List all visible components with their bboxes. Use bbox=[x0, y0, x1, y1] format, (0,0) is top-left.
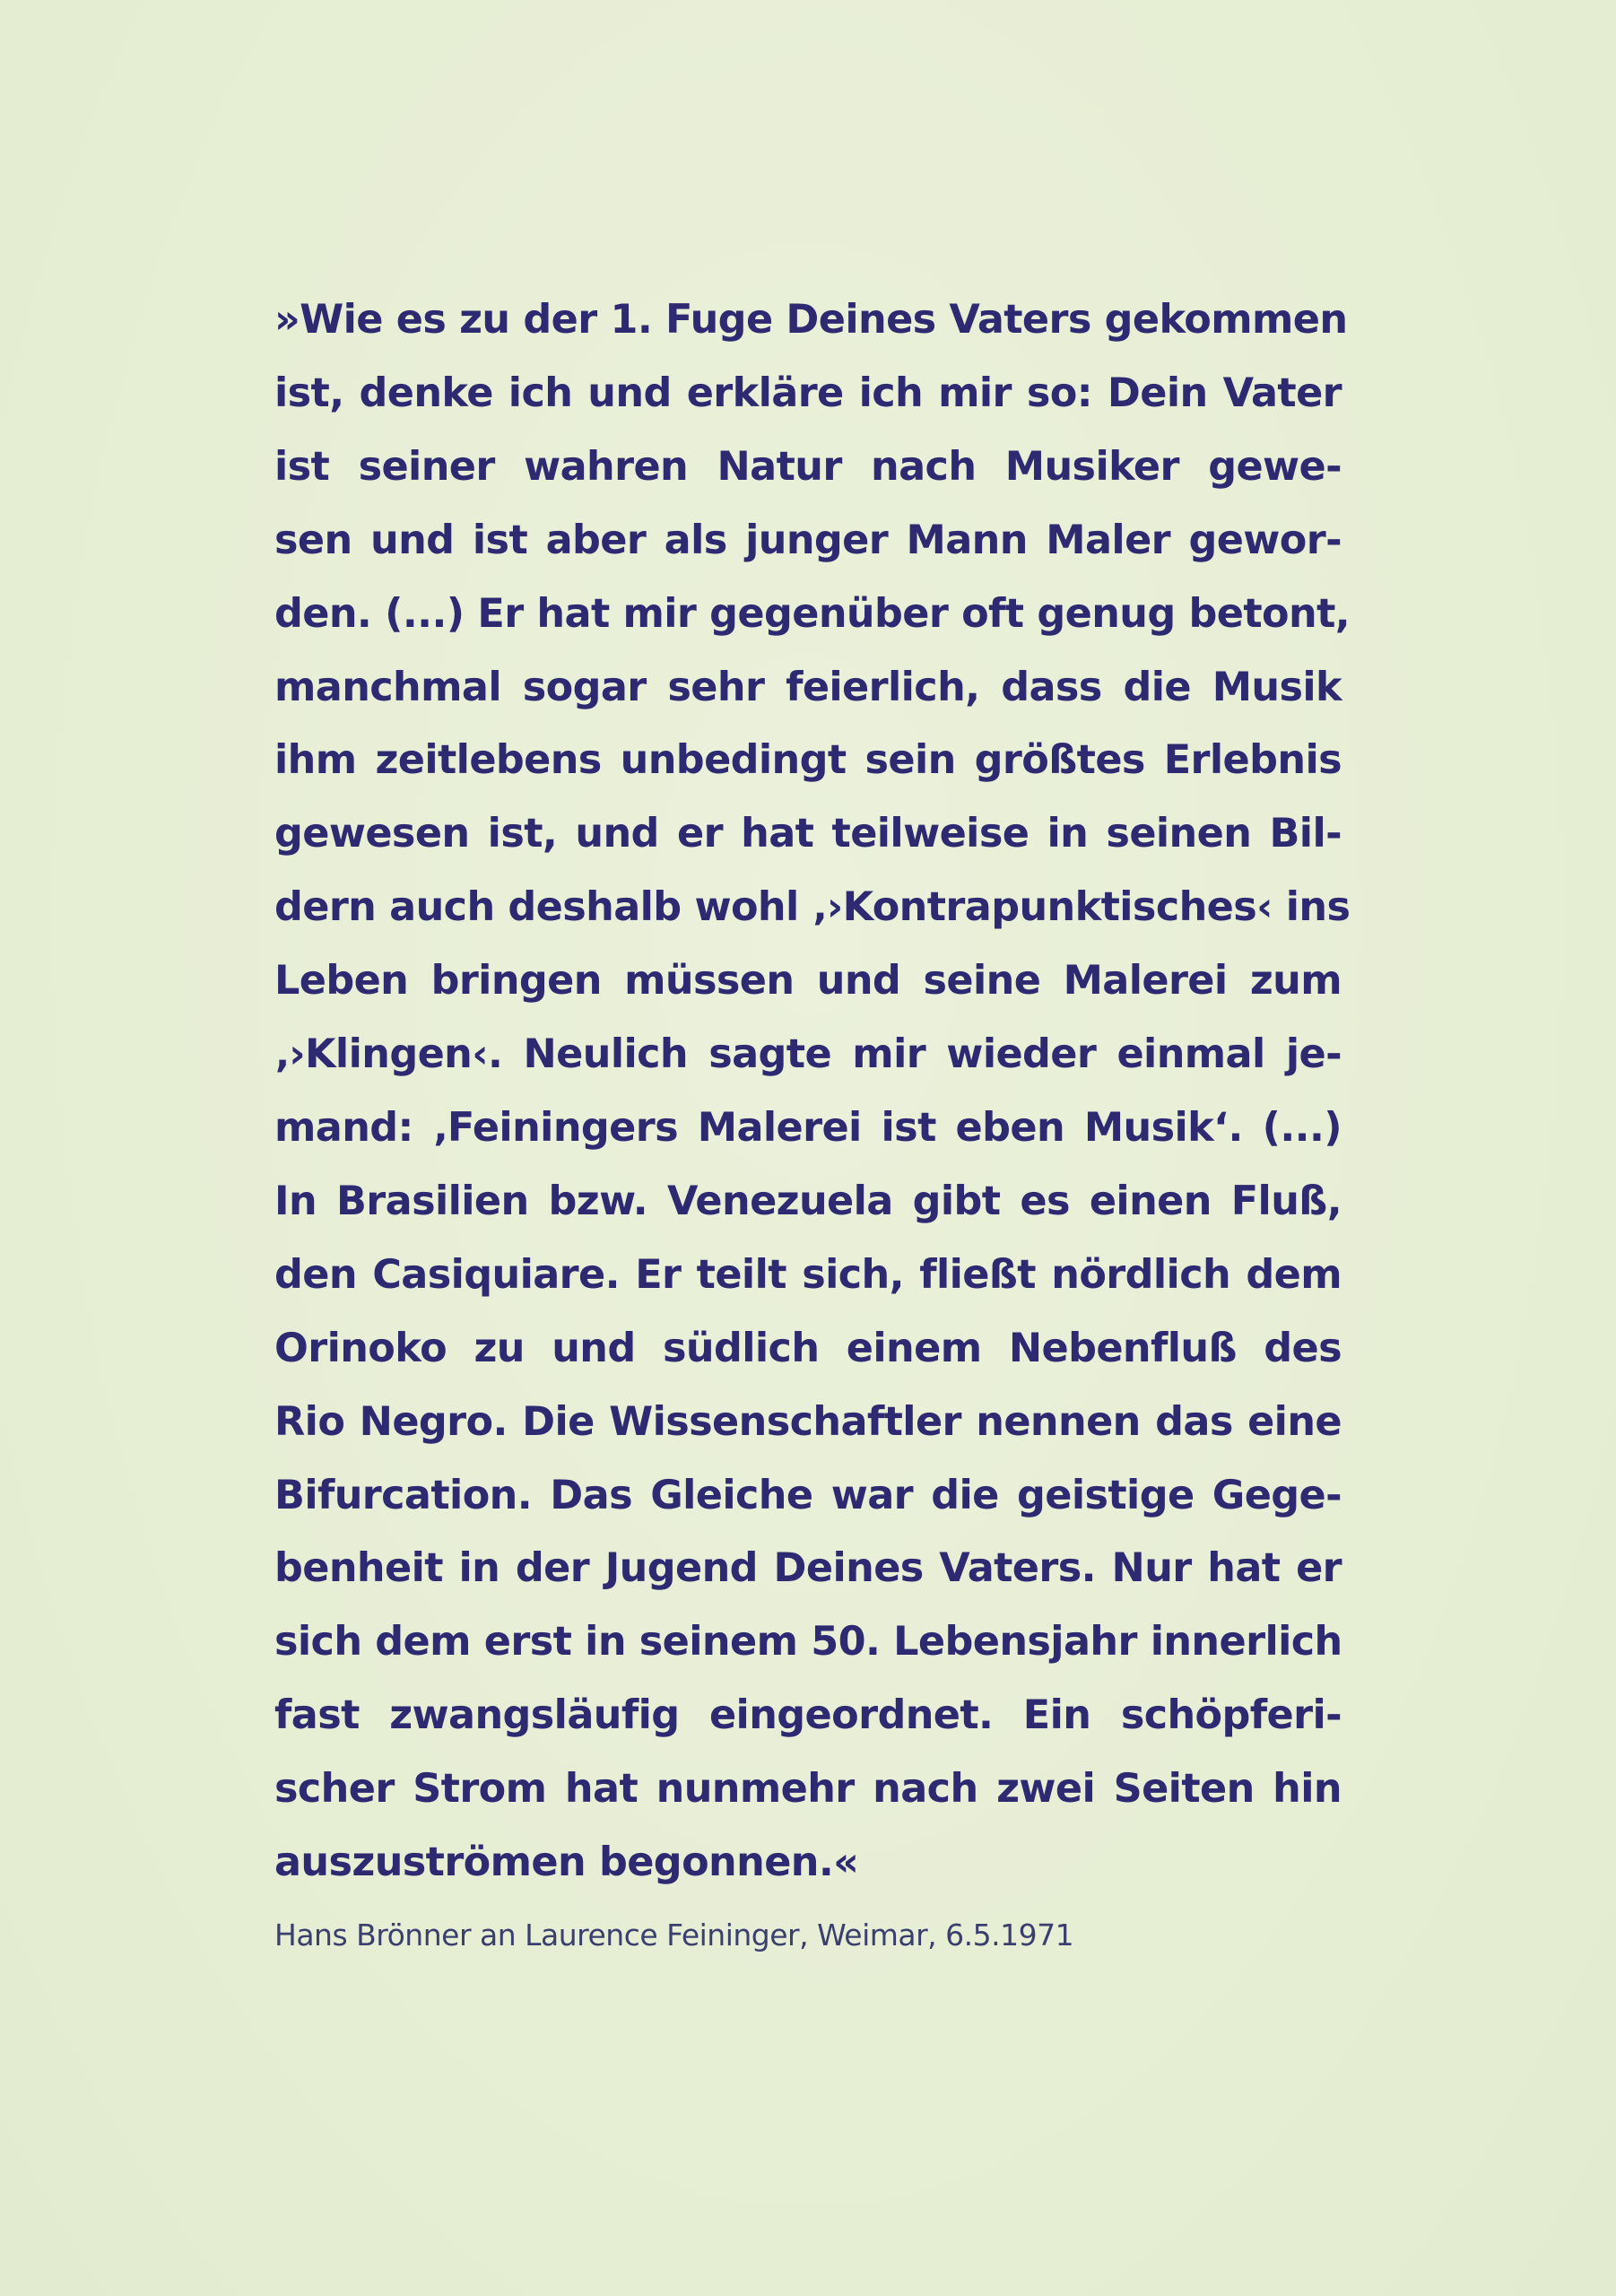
quote-line: manchmal sogar sehr feierlich, dass die Musik bbox=[274, 664, 1342, 710]
quote-line: dern auch deshalb wohl ‚›Kontrapunktisches‹ ins bbox=[274, 884, 1351, 931]
quote-source: Hans Brönner an Laurence Feininger, Weimar, 6.5.1971 bbox=[274, 1918, 1074, 1952]
quote-line: »Wie es zu der 1. Fuge Deines Vaters gekommen bbox=[274, 297, 1348, 343]
quote-line: ihm zeitlebens unbedingt sein größtes Erlebnis bbox=[274, 737, 1342, 784]
quote-line: gewesen ist, und er hat teilweise in seinen Bil- bbox=[274, 811, 1342, 857]
quote-line: Leben bringen müssen und seine Malerei zum bbox=[274, 958, 1342, 1004]
quote-line: mand: ‚Feiningers Malerei ist eben Musik‘. (...) bbox=[274, 1104, 1342, 1151]
quote-line: den Casiquiare. Er teilt sich, fließt nördlich dem bbox=[274, 1251, 1342, 1298]
quote-line: den. (...) Er hat mir gegenüber oft genug betont, bbox=[274, 590, 1351, 637]
quote-line: scher Strom hat nunmehr nach zwei Seiten hin bbox=[274, 1766, 1342, 1813]
quote-line: ist, denke ich und erkläre ich mir so: Dein Vater bbox=[274, 370, 1342, 416]
quote-line: sich dem erst in seinem 50. Lebensjahr innerlich bbox=[274, 1619, 1342, 1665]
quote-line: Rio Negro. Die Wissenschaftler nennen das eine bbox=[274, 1398, 1342, 1445]
quote-line: Orinoko zu und südlich einem Nebenfluß des bbox=[274, 1325, 1342, 1371]
quote-line: fast zwangsläufig eingeordnet. Ein schöpferi- bbox=[274, 1692, 1342, 1739]
quote-line: Bifurcation. Das Gleiche war die geistige Gege- bbox=[274, 1472, 1342, 1518]
quote-line: sen und ist aber als junger Mann Maler gewor- bbox=[274, 517, 1342, 563]
quote-line: ist seiner wahren Natur nach Musiker gewe- bbox=[274, 443, 1342, 490]
quote-line: In Brasilien bzw. Venezuela gibt es einen Fluß, bbox=[274, 1178, 1342, 1224]
quote-line: auszuströmen begonnen.« bbox=[274, 1839, 859, 1886]
quote-line: benheit in der Jugend Deines Vaters. Nur hat er bbox=[274, 1545, 1342, 1592]
quote-line: ‚›Klingen‹. Neulich sagte mir wieder einmal je- bbox=[274, 1031, 1342, 1078]
quote-text bbox=[274, 283, 1351, 1900]
